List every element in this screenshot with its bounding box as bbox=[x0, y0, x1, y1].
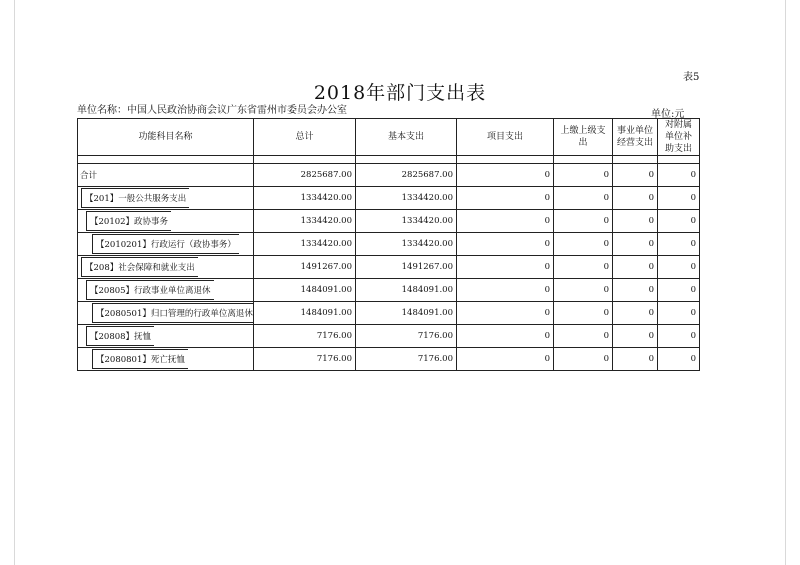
cell-basic: 1334420.00 bbox=[356, 233, 457, 256]
cell-project: 0 bbox=[457, 302, 554, 325]
cell-subsidy: 0 bbox=[658, 325, 700, 348]
col-header-subsidy: 对附属单位补助支出 bbox=[658, 119, 700, 156]
table-header-row bbox=[78, 119, 700, 156]
cell-basic: 2825687.00 bbox=[356, 164, 457, 187]
cell-project: 0 bbox=[457, 256, 554, 279]
table-row bbox=[78, 256, 700, 279]
cell-project: 0 bbox=[457, 348, 554, 371]
cell-total: 2825687.00 bbox=[254, 164, 356, 187]
unit-label: 单位:元 bbox=[651, 109, 685, 120]
row-name: 【201】一般公共服务支出 bbox=[81, 188, 189, 208]
row-name: 【2080501】归口管理的行政单位离退休 bbox=[92, 303, 254, 323]
cell-subsidy: 0 bbox=[658, 256, 700, 279]
cell-project: 0 bbox=[457, 210, 554, 233]
row-name: 【2010201】行政运行（政协事务） bbox=[92, 234, 239, 254]
cell-subsidy: 0 bbox=[658, 187, 700, 210]
cell-subsidy: 0 bbox=[658, 164, 700, 187]
col-header-name: 功能科目名称 bbox=[78, 119, 254, 156]
col-header-basic: 基本支出 bbox=[356, 119, 457, 156]
cell-subsidy: 0 bbox=[658, 348, 700, 371]
row-name-cell bbox=[78, 279, 254, 302]
table-row bbox=[78, 325, 700, 348]
row-name-cell bbox=[78, 325, 254, 348]
cell-project: 0 bbox=[457, 233, 554, 256]
cell-business: 0 bbox=[613, 187, 658, 210]
cell-business: 0 bbox=[613, 348, 658, 371]
col-header-total: 总计 bbox=[254, 119, 356, 156]
cell-upper: 0 bbox=[554, 302, 613, 325]
table-row bbox=[78, 348, 700, 371]
spacer-row bbox=[78, 156, 700, 164]
col-header-upper: 上缴上级支出 bbox=[554, 119, 613, 156]
cell-business: 0 bbox=[613, 210, 658, 233]
row-name: 【20102】政协事务 bbox=[86, 211, 171, 231]
cell-subsidy: 0 bbox=[658, 233, 700, 256]
cell-project: 0 bbox=[457, 164, 554, 187]
row-name: 【2080801】死亡抚恤 bbox=[92, 349, 188, 369]
cell-total: 7176.00 bbox=[254, 348, 356, 371]
cell-upper: 0 bbox=[554, 256, 613, 279]
table-row bbox=[78, 233, 700, 256]
row-name-cell bbox=[78, 348, 254, 371]
cell-total: 1484091.00 bbox=[254, 279, 356, 302]
cell-subsidy: 0 bbox=[658, 210, 700, 233]
row-name: 【20805】行政事业单位离退休 bbox=[86, 280, 214, 300]
row-name: 【20808】抚恤 bbox=[86, 326, 154, 346]
cell-business: 0 bbox=[613, 256, 658, 279]
cell-business: 0 bbox=[613, 233, 658, 256]
cell-basic: 7176.00 bbox=[356, 348, 457, 371]
cell-subsidy: 0 bbox=[658, 279, 700, 302]
row-name-cell bbox=[78, 256, 254, 279]
cell-business: 0 bbox=[613, 164, 658, 187]
table-body bbox=[78, 156, 700, 371]
row-name-cell bbox=[78, 187, 254, 210]
cell-total: 7176.00 bbox=[254, 325, 356, 348]
cell-basic: 1491267.00 bbox=[356, 256, 457, 279]
cell-subsidy: 0 bbox=[658, 302, 700, 325]
cell-total: 1334420.00 bbox=[254, 233, 356, 256]
table-row bbox=[78, 164, 700, 187]
cell-total: 1484091.00 bbox=[254, 302, 356, 325]
cell-upper: 0 bbox=[554, 279, 613, 302]
row-name: 合计 bbox=[80, 171, 98, 181]
cell-upper: 0 bbox=[554, 325, 613, 348]
cell-project: 0 bbox=[457, 325, 554, 348]
row-name-cell bbox=[78, 164, 254, 187]
form-label: 表5 bbox=[683, 72, 700, 83]
org-label: 单位名称：中国人民政治协商会议广东省雷州市委员会办公室 bbox=[77, 105, 347, 116]
cell-total: 1334420.00 bbox=[254, 210, 356, 233]
table-row bbox=[78, 187, 700, 210]
table-row bbox=[78, 302, 700, 325]
expenditure-table bbox=[77, 118, 700, 371]
cell-upper: 0 bbox=[554, 187, 613, 210]
row-name-cell bbox=[78, 210, 254, 233]
row-name-cell bbox=[78, 302, 254, 325]
cell-total: 1491267.00 bbox=[254, 256, 356, 279]
col-header-business: 事业单位经营支出 bbox=[613, 119, 658, 156]
page-title: 2018年部门支出表 bbox=[313, 82, 487, 104]
cell-total: 1334420.00 bbox=[254, 187, 356, 210]
cell-project: 0 bbox=[457, 187, 554, 210]
cell-upper: 0 bbox=[554, 210, 613, 233]
cell-basic: 1484091.00 bbox=[356, 279, 457, 302]
cell-basic: 1334420.00 bbox=[356, 187, 457, 210]
table-row bbox=[78, 279, 700, 302]
cell-upper: 0 bbox=[554, 348, 613, 371]
cell-upper: 0 bbox=[554, 233, 613, 256]
cell-basic: 1484091.00 bbox=[356, 302, 457, 325]
row-name: 【208】社会保障和就业支出 bbox=[81, 257, 198, 277]
cell-business: 0 bbox=[613, 279, 658, 302]
row-name-cell bbox=[78, 233, 254, 256]
cell-upper: 0 bbox=[554, 164, 613, 187]
col-header-project: 项目支出 bbox=[457, 119, 554, 156]
table-row bbox=[78, 210, 700, 233]
cell-business: 0 bbox=[613, 325, 658, 348]
cell-basic: 7176.00 bbox=[356, 325, 457, 348]
cell-business: 0 bbox=[613, 302, 658, 325]
cell-project: 0 bbox=[457, 279, 554, 302]
cell-basic: 1334420.00 bbox=[356, 210, 457, 233]
